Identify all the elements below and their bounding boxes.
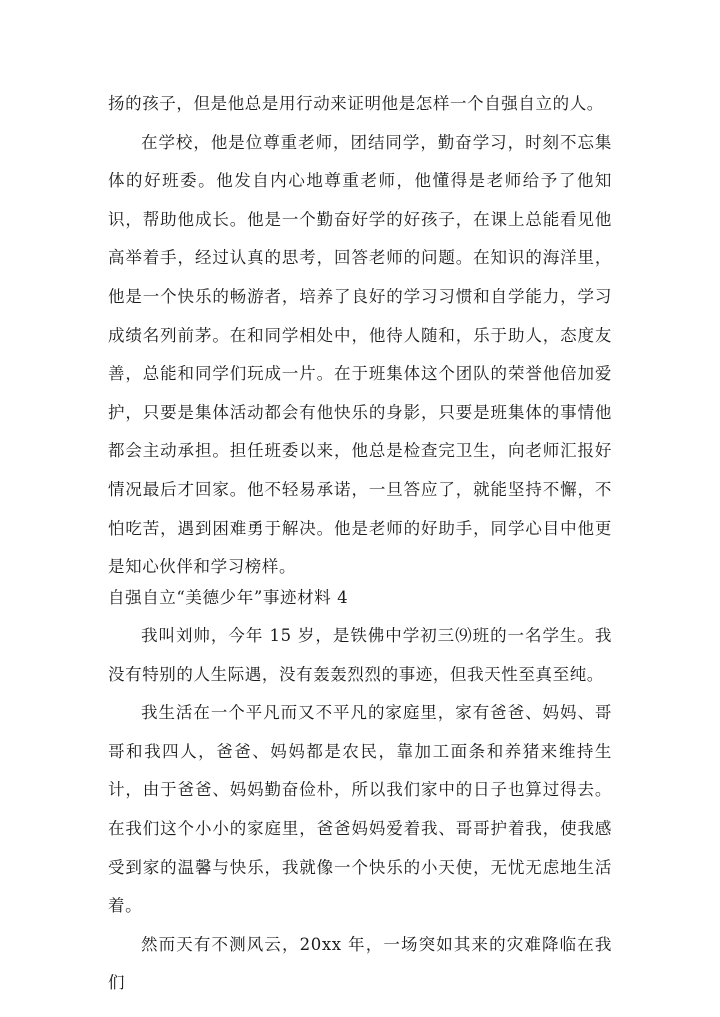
continuation-paragraph: 扬的孩子，但是他总是用行动来证明他是怎样一个自强自立的人。 [108,94,604,113]
section-2-body [108,617,612,1003]
section-heading: 自强自立“美德少年”事迹材料 4 [108,588,349,607]
section-1-body [108,85,612,587]
school-paragraph: 在学校，他是位尊重老师，团结同学，勤奋学习，时刻不忘集体的好班委。他发自内心地尊重老师，他懂得是老师给予了他知识，帮助他成长。他是一个勤奋好学的好孩子，在课上总能看见他高举着手，经过认真的思考，回答老师的问题。在知识的海洋里，他是一个快乐的畅游者，培养了良好的学习习惯和自学能力，学习成绩名列前茅。在和同学相处中，他待人随和，乐于助人，态度友善，总能和同学们玩成一片。在于班集体这个团队的荣誉他倍加爱护，只要是集体活动都会有他快乐的身影，只要是班集体的事情他都会主动承担。担任班委以来，他总是检查完卫生，向老师汇报好情况最后才回家。他不轻易承诺，一旦答应了，就能坚持不懈，不怕吃苦，遇到困难勇于解决。他是老师的好助手，同学心目中他更是知心伙伴和学习榜样。 [108,132,612,577]
intro-paragraph: 我叫刘帅，今年 15 岁，是铁佛中学初三⑼班的一名学生。我没有特别的人生际遇，没有轰轰烈烈的事迹，但我天性至真至纯。 [108,626,612,684]
disaster-paragraph: 然而天有不测风云，20xx 年，一场突如其来的灾难降临在我们 [108,934,612,993]
family-paragraph: 我生活在一个平凡而又不平凡的家庭里，家有爸爸、妈妈、哥哥和我四人，爸爸、妈妈都是农民，靠加工面条和养猪来维持生计，由于爸爸、妈妈勤奋俭朴，所以我们家中的日子也算过得去。在我们这个小小的家庭里，爸爸妈妈爱着我、哥哥护着我，使我感受到家的温馨与快乐，我就像一个快乐的小天使，无忧无虑地生活着。 [108,703,612,916]
